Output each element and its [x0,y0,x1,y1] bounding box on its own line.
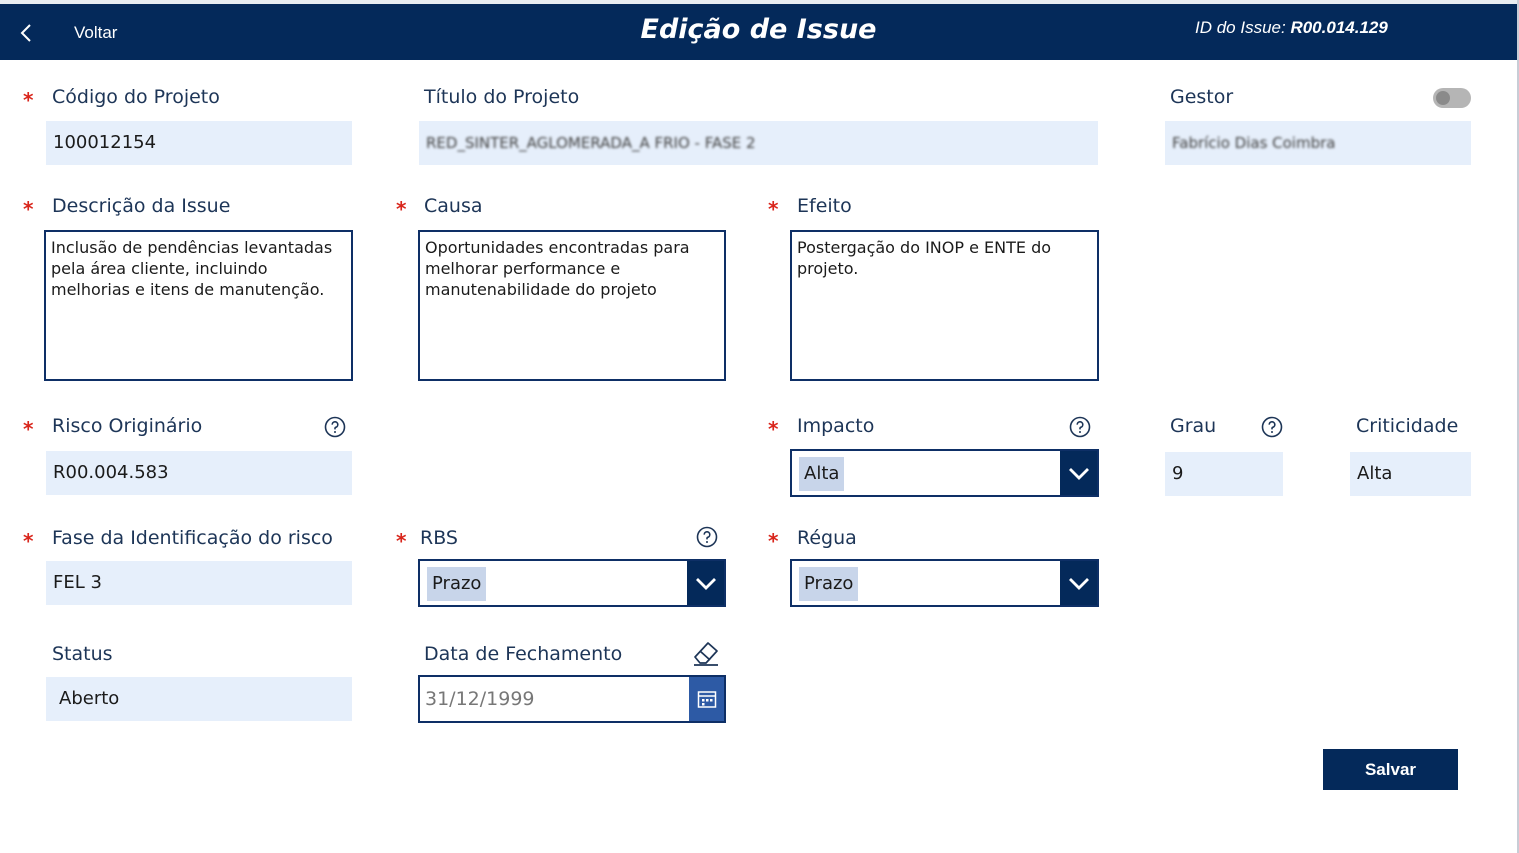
data-fechamento-picker[interactable] [418,675,726,723]
dropdown-button[interactable] [1060,561,1097,605]
data-fechamento-label: Data de Fechamento [424,643,623,665]
grau-label: Grau [1170,415,1217,437]
help-icon[interactable] [324,416,346,438]
impacto-selected: Alta [799,457,844,491]
required-marker: * [396,529,407,553]
chevron-down-icon [1067,571,1091,595]
gestor-value: Fabrício Dias Coimbra [1172,134,1336,152]
save-button[interactable]: Salvar [1323,749,1458,790]
titulo-projeto-value: RED_SINTER_AGLOMERADA_A FRIO - FASE 2 [426,134,756,152]
causa-label: Causa [424,195,483,217]
help-icon[interactable] [696,526,718,548]
toggle-knob [1436,91,1450,105]
rbs-selected: Prazo [427,567,486,601]
required-marker: * [23,197,34,221]
dropdown-button[interactable] [1060,451,1097,495]
eraser-icon[interactable] [691,639,721,667]
app-header [0,4,1517,60]
grau-field: 9 [1165,452,1283,496]
chevron-down-icon [694,571,718,595]
regua-dropdown[interactable] [790,559,1099,607]
causa-textarea[interactable]: Oportunidades encontradas para melhorar performance e manutenabilidade do projeto [418,230,726,381]
data-fechamento-value: 31/12/1999 [425,688,535,710]
calendar-button[interactable] [689,677,724,721]
required-marker: * [396,197,407,221]
risco-originario-label: Risco Originário [52,415,203,437]
issue-id-value: R00.014.129 [1290,18,1388,37]
fase-label: Fase da Identificação do risco [52,527,333,549]
required-marker: * [23,529,34,553]
required-marker: * [768,417,779,441]
risco-originario-field: R00.004.583 [46,451,352,495]
descricao-textarea[interactable]: Inclusão de pendências levantadas pela área cliente, incluindo melhorias e itens de manutenção. [44,230,353,381]
calendar-icon [697,689,717,709]
gestor-toggle[interactable] [1433,88,1471,108]
rbs-label: RBS [420,527,458,549]
gestor-field [1165,121,1471,165]
issue-id-label: ID do Issue: [1195,18,1286,37]
criticidade-label: Criticidade [1356,415,1459,437]
efeito-textarea[interactable]: Postergação do INOP e ENTE do projeto. [790,230,1099,381]
chevron-down-icon [1067,461,1091,485]
page-title: Edição de Issue [640,14,877,45]
status-label: Status [52,643,113,665]
required-marker: * [23,88,34,112]
descricao-label: Descrição da Issue [52,195,231,217]
fase-field: FEL 3 [46,561,352,605]
help-icon[interactable] [1261,416,1283,438]
dropdown-button[interactable] [687,561,724,605]
impacto-label: Impacto [797,415,875,437]
titulo-projeto-field [419,121,1098,165]
regua-selected: Prazo [799,567,858,601]
status-field: Aberto [46,677,352,721]
impacto-dropdown[interactable] [790,449,1099,497]
regua-label: Régua [797,527,857,549]
chevron-left-icon [16,22,38,44]
criticidade-field: Alta [1350,452,1471,496]
back-button[interactable] [8,16,138,50]
required-marker: * [768,529,779,553]
codigo-projeto-label: Código do Projeto [52,86,220,108]
codigo-projeto-field: 100012154 [46,121,352,165]
titulo-projeto-label: Título do Projeto [424,86,580,108]
issue-id [1195,18,1388,38]
required-marker: * [23,417,34,441]
back-label: Voltar [74,23,118,42]
required-marker: * [768,197,779,221]
gestor-label: Gestor [1170,86,1234,108]
rbs-dropdown[interactable] [418,559,726,607]
help-icon[interactable] [1069,416,1091,438]
efeito-label: Efeito [797,195,852,217]
